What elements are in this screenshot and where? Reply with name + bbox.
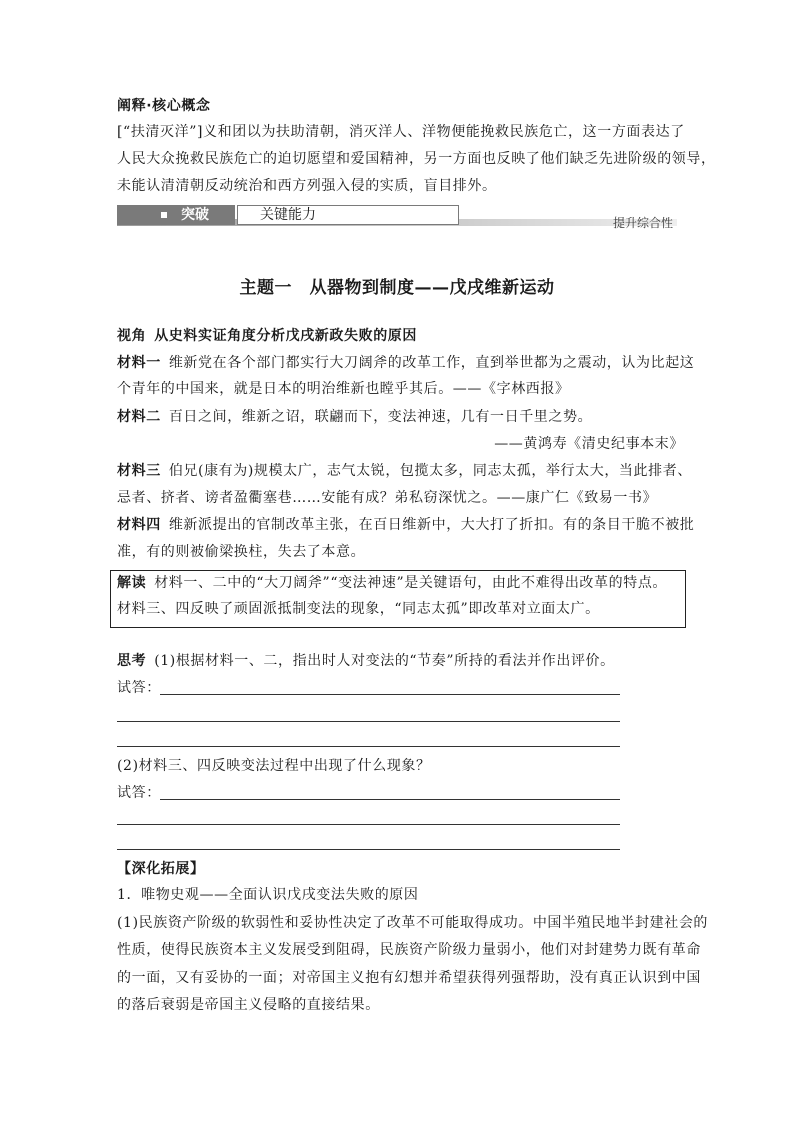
concept-line-2: 人民大众挽救民族危亡的迫切愿望和爱国精神，另一方面也反映了他们缺乏先进阶级的领导， [117,151,716,167]
banner-right-label: 提升综合性 [612,216,673,230]
extension-p1-line-2: 性质，使得民族资本主义发展受到阻碍，民族资产阶级力量弱小，他们对封建势力既有革命 [117,942,701,958]
banner-breakthrough [117,205,235,225]
section-banner [117,205,677,230]
material-1-label: 材料一 [117,355,161,371]
square-bullet-icon [161,212,167,218]
material-2-source: ——黄鸿寿《清史纪事本末》 [494,436,684,452]
reading-text-1: 材料一、二中的“大刀阔斧”“变法神速”是关键语句，由此不难得出改革的特点。 [154,575,668,591]
answer-2-blank-2[interactable] [117,824,620,825]
reading-line-1 [117,572,667,594]
thinking-q2: (2)材料三、四反映变法过程中出现了什么现象？ [117,758,431,774]
concept-heading: 阐释·核心概念 [117,98,211,114]
reading-line-2: 材料三、四反映了顽固派抵制变法的现象，“同志太孤”即改革对立面太广。 [117,601,600,617]
reading-label: 解读 [117,575,147,591]
extension-heading: 【深化拓展】 [117,861,205,877]
thinking-label: 思考 [117,653,147,669]
perspective-text: 从史料实证角度分析戊戌新政失败的原因 [154,328,418,344]
banner-middle-label: 关键能力 [260,207,316,223]
topic-title: 主题一 从器物到制度——戊戌维新运动 [239,278,555,298]
extension-point-1: 1．唯物史观——全面认识戊戌变法失败的原因 [117,887,419,903]
material-4-line-1 [117,514,694,536]
extension-p1-line-3: 的一面，又有妥协的一面；对帝国主义抱有幻想并希望获得列强帮助，没有真正认识到中国 [117,970,701,986]
answer-1-blank-3[interactable] [117,746,620,747]
answer-label-1: 试答： [117,680,161,696]
extension-p1-line-4: 的落后衰弱是帝国主义侵略的直接结果。 [117,997,380,1013]
perspective-label: 视角 [117,328,147,344]
material-2-label: 材料二 [117,409,161,425]
material-4-line-2: 准，有的则被偷梁换柱，失去了本意。 [117,544,366,560]
answer-1-blank-2[interactable] [117,721,620,722]
extension-p1-line-1: (1)民族资产阶级的软弱性和妥协性决定了改革不可能取得成功。中国半殖民地半封建社会的 [117,915,709,931]
banner-key-ability [237,205,459,225]
material-2-line-1 [117,406,592,428]
material-1-line-1 [117,352,694,374]
answer-label-2: 试答： [117,785,161,801]
banner-left-label: 突破 [181,207,209,223]
thinking-q1 [117,650,615,672]
material-1-text-1: 维新党在各个部门都实行大刀阔斧的改革工作，直到举世都为之震动，认为比起这 [168,355,695,371]
answer-2-blank-3[interactable] [117,849,620,850]
material-3-label: 材料三 [117,463,161,479]
material-2-text-1: 百日之间，维新之诏，联翩而下，变法神速，几有一日千里之势。 [168,409,593,425]
material-4-label: 材料四 [117,517,161,533]
material-3-line-2: 忌者、挤者、谤者盈衢塞巷……安能有成？弟私窃深忧之。——康广仁《致易一书》 [117,490,658,506]
material-3-text-1: 伯兄(康有为)规模太广，志气太锐，包揽太多，同志太孤，举行太大，当此排者、 [168,463,692,479]
concept-line-1: [“扶清灭洋”]义和团以为扶助清朝，消灭洋人、洋物便能挽救民族危亡，这一方面表达了 [117,124,685,140]
perspective [117,325,417,347]
answer-1-blank-1[interactable] [160,694,620,695]
concept-line-3: 未能认清清朝反动统治和西方列强入侵的实质，盲目排外。 [117,178,497,194]
material-3-line-1 [117,460,692,482]
thinking-q1-text: (1)根据材料一、二，指出时人对变法的“节奏”所持的看法并作出评价。 [154,653,615,669]
answer-2-blank-1[interactable] [160,799,620,800]
material-1-line-2: 个青年的中国来，就是日本的明治维新也瞠乎其后。——《字林西报》 [117,381,570,397]
material-4-text-1: 维新派提出的官制改革主张，在百日维新中，大大打了折扣。有的条目干脆不被批 [168,517,695,533]
